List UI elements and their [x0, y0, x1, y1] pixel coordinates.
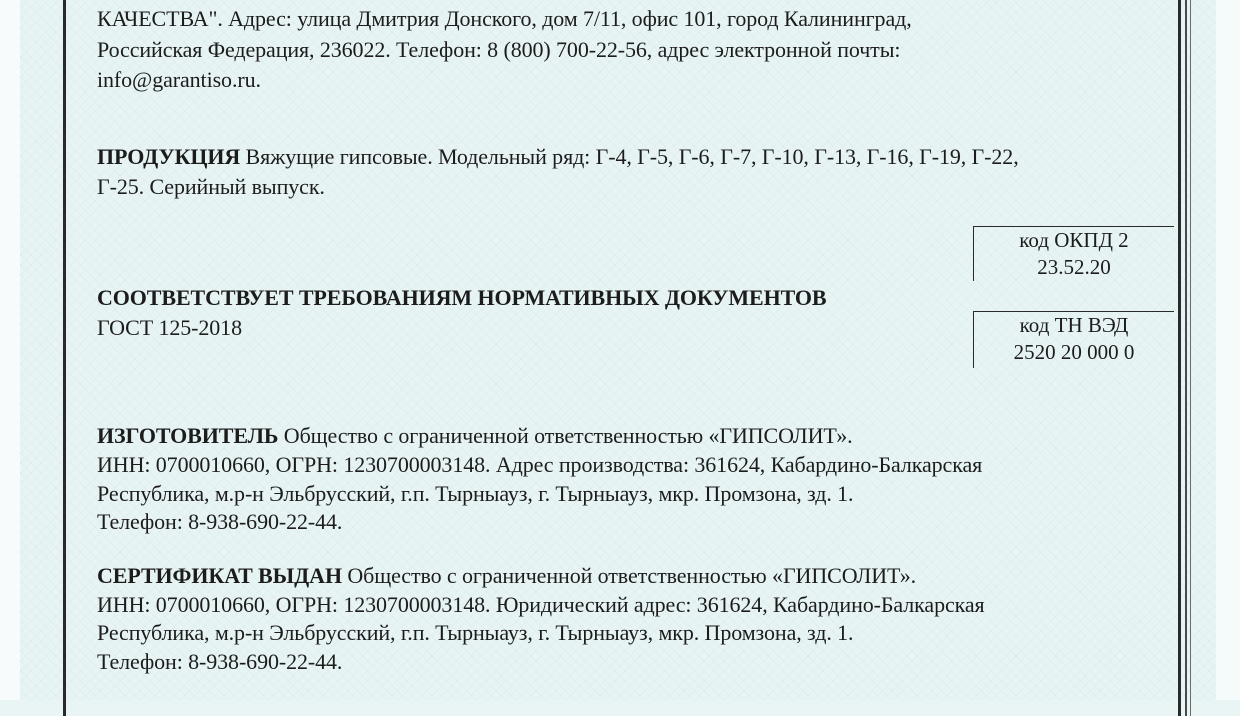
certificate-frame-inner-line: [1185, 0, 1187, 716]
issued-to-line-1: [97, 562, 916, 590]
okpd-value: 23.52.20: [1037, 255, 1111, 279]
conformity-heading: СООТВЕТСТВУЕТ ТРЕБОВАНИЯМ НОРМАТИВНЫХ ДОКУМЕНТОВ: [97, 285, 827, 310]
product-line-2: Г-25. Серийный выпуск.: [97, 174, 325, 199]
applicant-line-2: Российская Федерация, 236022. Телефон: 8 (800) 700-22-56, адрес электронной почты:: [97, 37, 901, 62]
manufacturer-line-1: [97, 422, 853, 450]
manufacturer-label: ИЗГОТОВИТЕЛЬ: [97, 423, 279, 448]
okpd-label: код ОКПД 2: [1019, 228, 1129, 252]
issued-to-line-4: Телефон: 8-938-690-22-44.: [97, 649, 343, 674]
okpd-code-box: [973, 226, 1174, 281]
applicant-line-3: info@garantiso.ru.: [97, 67, 261, 92]
manufacturer-line-3: Республика, м.р-н Эльбрусский, г.п. Тырныауз, г. Тырныауз, мкр. Промзона, зд. 1.: [97, 481, 854, 506]
issued-to-name: Общество с ограниченной ответственностью «ГИПСОЛИТ».: [341, 563, 917, 588]
issued-to-line-2: ИНН: 0700010660, ОГРН: 1230700003148. Юридический адрес: 361624, Кабардино-Балкарская: [97, 592, 985, 617]
manufacturer-line-4: Телефон: 8-938-690-22-44.: [97, 509, 343, 534]
applicant-line-1: КАЧЕСТВА". Адрес: улица Дмитрия Донского, дом 7/11, офис 101, город Калининград,: [97, 6, 912, 31]
conformity-standard: ГОСТ 125-2018: [97, 315, 242, 340]
manufacturer-line-2: ИНН: 0700010660, ОГРН: 1230700003148. Адрес производства: 361624, Кабардино-Балкарская: [97, 452, 983, 477]
product-line-1: [97, 143, 1019, 171]
issued-to-line-3: Республика, м.р-н Эльбрусский, г.п. Тырныауз, г. Тырныауз, мкр. Промзона, зд. 1.: [97, 620, 854, 645]
tnved-code-box: [973, 311, 1174, 368]
tnved-label: код ТН ВЭД: [1019, 313, 1129, 337]
tnved-value: 2520 20 000 0: [1013, 340, 1135, 364]
issued-to-label: СЕРТИФИКАТ ВЫДАН: [97, 563, 342, 588]
product-text: Вяжущие гипсовые. Модельный ряд: Г-4, Г-5, Г-6, Г-7, Г-10, Г-13, Г-16, Г-19, Г-22,: [240, 144, 1019, 169]
scan-margin-right: [1216, 0, 1240, 700]
certificate-frame-inner-line-2: [1190, 0, 1191, 716]
scan-margin-left: [0, 0, 20, 700]
manufacturer-name: Общество с ограниченной ответственностью «ГИПСОЛИТ».: [278, 423, 853, 448]
product-label: ПРОДУКЦИЯ: [97, 144, 241, 169]
